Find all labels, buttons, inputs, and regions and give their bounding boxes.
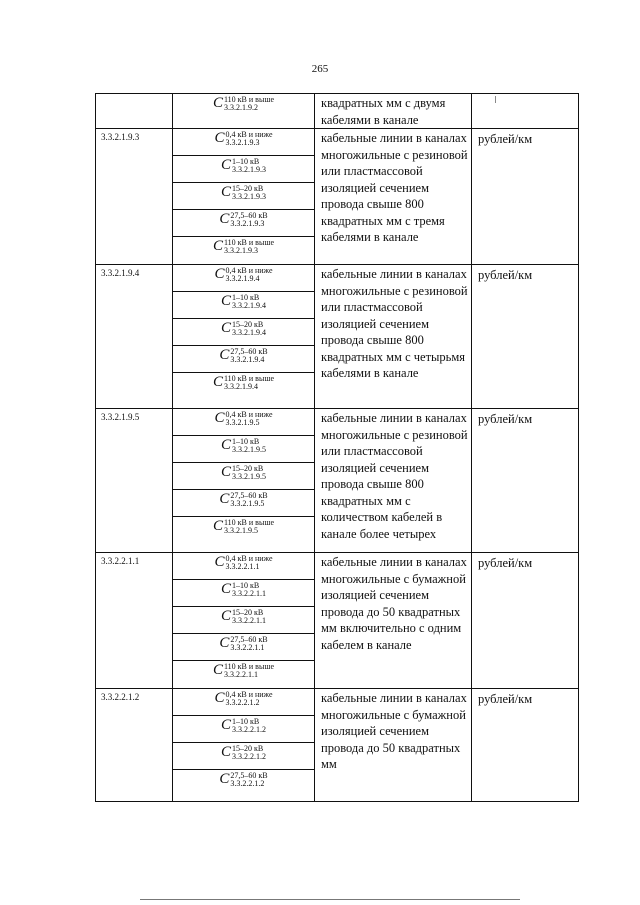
symbol-letter: C [219,347,230,363]
row-description: кабельные линии в каналах многожильные с бумажной изоляцией сечением провода до 50 квадратных мм [315,689,472,802]
symbol-letter: C [212,662,223,678]
symbol-indices [224,96,274,112]
tariff-symbol [214,411,272,427]
symbol-indices [232,718,266,734]
voltage-superscript: 1–10 кВ [232,292,260,302]
tariff-symbol [219,772,267,788]
voltage-superscript: 15–20 кВ [232,463,264,473]
page-bottom-rule [140,899,520,900]
voltage-superscript: 110 кВ и выше [223,237,275,247]
tariff-symbol-cell [173,265,315,292]
code-subscript: 3.3.2.1.9.5 [232,471,266,481]
symbol-indices [230,348,267,364]
symbol-indices [232,745,266,761]
table-row [96,689,579,716]
symbol-letter: C [212,95,223,111]
table-row [96,553,579,580]
symbol-letter: C [220,184,231,200]
symbol-indices [232,321,266,337]
symbol-letter: C [214,554,225,570]
tariff-symbol-cell [173,94,315,129]
code-subscript: 3.3.2.1.9.5 [232,444,266,454]
voltage-superscript: 27,5–60 кВ [230,210,268,220]
row-description: кабельные линии в каналах многожильные с бумажной изоляцией сечением провода до 50 квадратных мм включительно с одним кабелем в канале [315,553,472,689]
symbol-indices [224,375,274,391]
voltage-superscript: 27,5–60 кВ [230,634,268,644]
symbol-indices [232,582,266,598]
tariff-symbol [214,555,272,571]
tariff-symbol-cell [173,129,315,156]
tariff-symbol [219,636,267,652]
symbol-indices [224,519,274,535]
voltage-superscript: 0,4 кВ и ниже [225,553,273,563]
tariff-symbol-cell [173,237,315,265]
voltage-superscript: 110 кВ и выше [223,373,275,383]
symbol-letter: C [219,771,230,787]
symbol-indices [225,411,272,427]
symbol-letter: C [212,374,223,390]
code-subscript: 3.3.2.2.1.1 [232,588,266,598]
code-subscript: 3.3.2.1.9.3 [232,191,266,201]
voltage-superscript: 0,4 кВ и ниже [225,409,273,419]
tariff-symbol [221,294,266,310]
tariff-symbol-cell [173,319,315,346]
voltage-superscript: 15–20 кВ [232,319,264,329]
tariff-symbol [221,609,266,625]
voltage-superscript: 27,5–60 кВ [230,770,268,780]
voltage-superscript: 0,4 кВ и ниже [225,265,273,275]
symbol-indices [232,465,266,481]
row-unit: рублей/км [472,553,579,689]
code-subscript: 3.3.2.1.9.4 [225,273,260,283]
tariff-symbol-cell [173,156,315,183]
symbol-letter: C [220,320,231,336]
code-subscript: 3.3.2.2.1.2 [232,724,266,734]
table-row [96,129,579,156]
row-code: 3.3.2.2.1.1 [96,553,173,689]
row-code: 3.3.2.1.9.5 [96,409,173,553]
symbol-indices [230,772,267,788]
symbol-letter: C [220,437,231,453]
voltage-superscript: 1–10 кВ [232,156,260,166]
tariff-symbol-cell [173,553,315,580]
code-subscript: 3.3.2.1.9.4 [232,327,266,337]
code-subscript: 3.3.2.1.9.3 [230,218,265,228]
tariff-symbol-cell [173,743,315,770]
tariff-symbol [221,438,266,454]
code-subscript: 3.3.2.2.1.1 [232,615,266,625]
symbol-indices [225,691,272,707]
code-subscript: 3.3.2.1.9.4 [230,354,265,364]
symbol-letter: C [219,635,230,651]
tariff-symbol [213,239,274,255]
tariff-symbol [221,321,266,337]
symbol-indices [232,609,266,625]
row-description: кабельные линии в каналах многожильные с резиновой или пластмассовой изоляцией сечением провода свыше 800 квадратных мм с количеством кабелей в канале более четырех [315,409,472,553]
tariff-symbol [221,582,266,598]
symbol-letter: C [214,690,225,706]
row-description: кабельные линии в каналах многожильные с резиновой или пластмассовой изоляцией сечением провода свыше 800 квадратных мм с четырьмя кабелями в канале [315,265,472,409]
voltage-superscript: 27,5–60 кВ [230,346,268,356]
tariff-symbol [221,718,266,734]
symbol-letter: C [212,518,223,534]
symbol-letter: C [220,581,231,597]
symbol-indices [230,636,267,652]
tariff-symbol [221,185,266,201]
code-subscript: 3.3.2.1.9.3 [225,137,260,147]
tariff-symbol [213,96,274,112]
page-number: 265 [311,63,329,75]
row-unit: рублей/км [472,409,579,553]
tariff-symbol-cell [173,490,315,517]
code-subscript: 3.3.2.1.9.4 [223,381,258,391]
tariff-table-body [96,94,579,802]
code-subscript: 3.3.2.2.1.1 [223,669,258,679]
tariff-symbol-cell [173,463,315,490]
code-subscript: 3.3.2.2.1.1 [225,561,260,571]
row-code: 3.3.2.2.1.2 [96,689,173,802]
row-code: 3.3.2.1.9.3 [96,129,173,265]
tariff-symbol [213,375,274,391]
code-subscript: 3.3.2.1.9.5 [223,525,258,535]
voltage-superscript: 27,5–60 кВ [230,490,268,500]
tariff-symbol [219,348,267,364]
voltage-superscript: 15–20 кВ [232,743,264,753]
symbol-letter: C [220,744,231,760]
voltage-superscript: 0,4 кВ и ниже [225,689,273,699]
code-subscript: 3.3.2.1.9.5 [225,417,260,427]
symbol-letter: C [220,717,231,733]
symbol-indices [225,267,272,283]
row-code: 3.3.2.1.9.4 [96,265,173,409]
tariff-symbol-cell [173,409,315,436]
symbol-indices [224,239,274,255]
tariff-symbol-cell [173,517,315,553]
tariff-symbol [221,745,266,761]
symbol-indices [230,212,267,228]
symbol-letter: C [220,293,231,309]
tariff-symbol [213,663,274,679]
voltage-superscript: 1–10 кВ [232,716,260,726]
symbol-indices [225,555,272,571]
symbol-indices [225,131,272,147]
code-subscript: 3.3.2.1.9.4 [232,300,266,310]
symbol-letter: C [220,608,231,624]
symbol-letter: C [214,410,225,426]
symbol-indices [232,438,266,454]
tariff-symbol-cell [173,373,315,409]
tariff-symbol [213,519,274,535]
tariff-symbol-cell [173,770,315,802]
symbol-indices [232,185,266,201]
tariff-symbol-cell [173,183,315,210]
row-unit: рублей/км [472,129,579,265]
code-subscript: 3.3.2.2.1.2 [225,697,260,707]
voltage-superscript: 15–20 кВ [232,183,264,193]
tariff-symbol-cell [173,607,315,634]
code-subscript: 3.3.2.1.9.2 [223,102,258,112]
symbol-letter: C [219,211,230,227]
table-row [96,409,579,436]
symbol-indices [224,663,274,679]
tariff-table [95,93,579,802]
tariff-symbol-cell [173,661,315,689]
tariff-symbol-cell [173,689,315,716]
symbol-indices [230,492,267,508]
code-subscript: 3.3.2.2.1.1 [230,642,265,652]
tariff-symbol [221,465,266,481]
code-subscript: 3.3.2.1.9.5 [230,498,265,508]
tariff-symbol-cell [173,634,315,661]
tariff-symbol [214,691,272,707]
table-row [96,94,579,129]
row-unit: рублей/км [472,265,579,409]
symbol-letter: C [214,266,225,282]
symbol-indices [232,158,266,174]
tariff-symbol-cell [173,292,315,319]
tariff-symbol [219,212,267,228]
code-subscript: 3.3.2.2.1.2 [230,778,265,788]
voltage-superscript: 110 кВ и выше [223,94,275,104]
tariff-symbol-cell [173,436,315,463]
code-subscript: 3.3.2.2.1.2 [232,751,266,761]
tariff-symbol [214,131,272,147]
code-subscript: 3.3.2.1.9.3 [232,164,266,174]
tariff-symbol-cell [173,210,315,237]
row-code [96,94,173,129]
tariff-symbol-cell [173,346,315,373]
symbol-letter: C [214,130,225,146]
row-unit: рублей/км [472,689,579,802]
symbol-indices [232,294,266,310]
voltage-superscript: 1–10 кВ [232,580,260,590]
tariff-symbol-cell [173,580,315,607]
symbol-letter: C [220,464,231,480]
row-description: квадратных мм с двумя кабелями в канале [315,94,472,129]
voltage-superscript: 0,4 кВ и ниже [225,129,273,139]
table-row [96,265,579,292]
tariff-symbol [221,158,266,174]
code-subscript: 3.3.2.1.9.3 [223,245,258,255]
voltage-superscript: 110 кВ и выше [223,661,275,671]
voltage-superscript: 1–10 кВ [232,436,260,446]
voltage-superscript: 15–20 кВ [232,607,264,617]
symbol-letter: C [220,157,231,173]
tariff-symbol-cell [173,716,315,743]
voltage-superscript: 110 кВ и выше [223,517,275,527]
tariff-symbol [214,267,272,283]
row-unit [472,94,579,129]
symbol-letter: C [219,491,230,507]
symbol-letter: C [212,238,223,254]
tariff-symbol [219,492,267,508]
row-description: кабельные линии в каналах многожильные с резиновой или пластмассовой изоляцией сечением провода свыше 800 квадратных мм с тремя кабелями в канале [315,129,472,265]
